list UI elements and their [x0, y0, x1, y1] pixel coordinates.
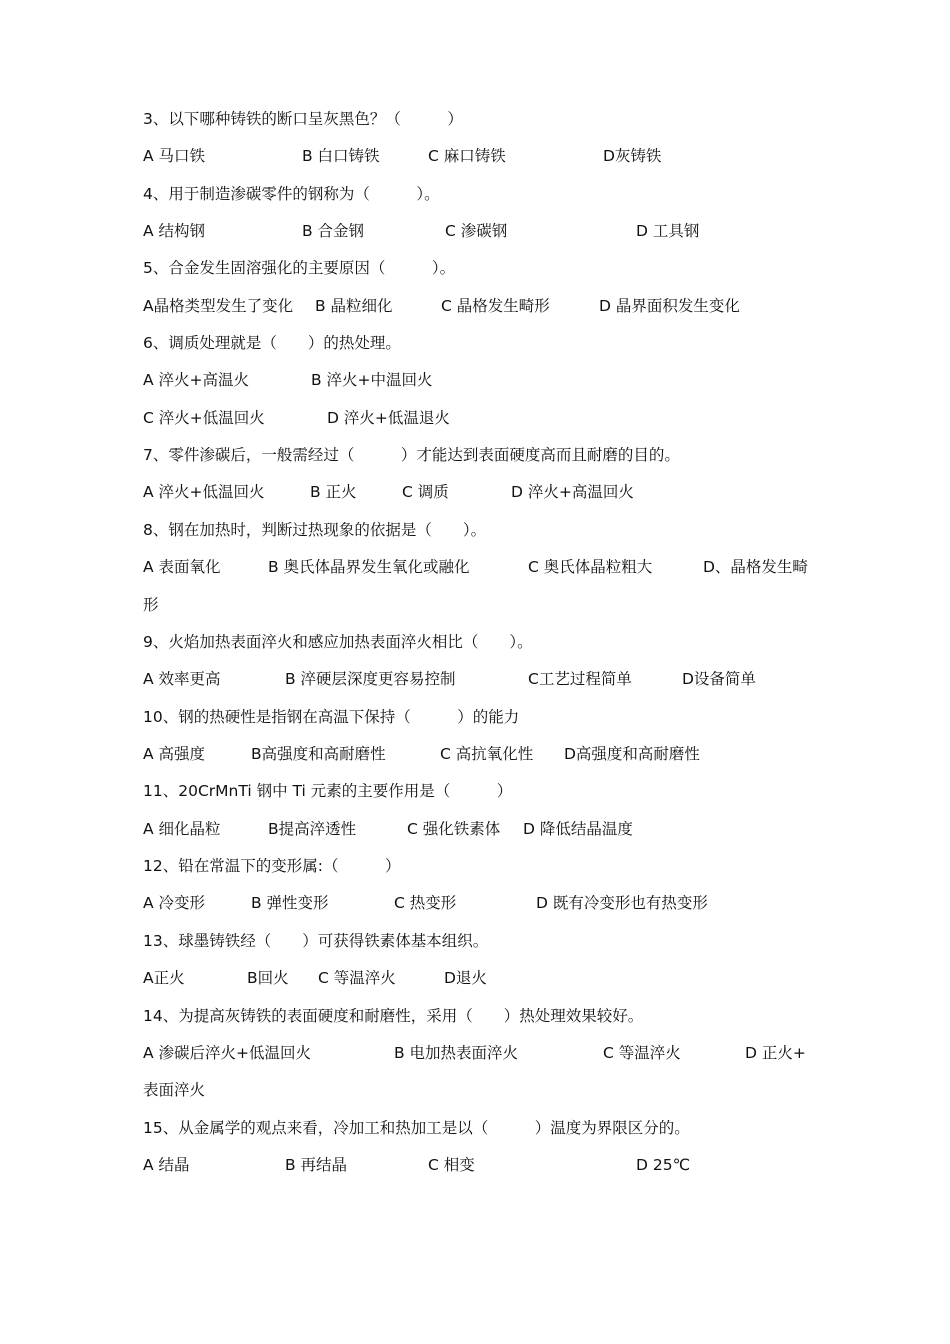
option-b: B高强度和高耐磨性	[251, 745, 386, 763]
option-d: D灰铸铁	[603, 147, 662, 165]
question-4: 4、用于制造渗碳零件的钢称为（ ）。	[143, 185, 440, 203]
options-q4	[143, 219, 700, 243]
options-q6-row1	[143, 368, 433, 392]
option-b: B 弹性变形	[251, 894, 329, 912]
option-a: A 淬火+低温回火	[143, 483, 265, 501]
options-q10	[143, 742, 700, 766]
option-d: D退火	[444, 969, 487, 987]
option-a: A 细化晶粒	[143, 820, 221, 838]
option-d: D高强度和高耐磨性	[564, 745, 700, 763]
options-q8-continuation: 形	[143, 596, 159, 614]
question-14: 14、为提高灰铸铁的表面硬度和耐磨性，采用（ ）热处理效果较好。	[143, 1007, 644, 1025]
option-b: B 白口铸铁	[302, 147, 380, 165]
option-b: B 正火	[310, 483, 357, 501]
option-c: C 奥氏体晶粒粗大	[528, 558, 653, 576]
option-c: C 相变	[428, 1156, 475, 1174]
option-d: D 既有冷变形也有热变形	[536, 894, 708, 912]
question-15: 15、从金属学的观点来看，冷加工和热加工是以（ ）温度为界限区分的。	[143, 1119, 690, 1137]
option-c: C 调质	[402, 483, 449, 501]
option-a: A正火	[143, 969, 185, 987]
option-c: C 等温淬火	[318, 969, 396, 987]
options-q11	[143, 817, 633, 841]
option-a: A 淬火+高温火	[143, 371, 250, 389]
option-b: B 合金钢	[302, 222, 365, 240]
option-c: C 热变形	[394, 894, 457, 912]
option-d: D 25℃	[636, 1156, 690, 1174]
question-10: 10、钢的热硬性是指钢在高温下保持（ ）的能力	[143, 708, 520, 726]
option-b: B 淬硬层深度更容易控制	[285, 670, 456, 688]
question-13: 13、球墨铸铁经（ ）可获得铁素体基本组织。	[143, 932, 489, 950]
options-q7	[143, 480, 634, 504]
option-b: B提高淬透性	[268, 820, 357, 838]
option-d: D 工具钢	[636, 222, 700, 240]
option-b: B回火	[247, 969, 289, 987]
options-q3	[143, 144, 662, 168]
option-d: D 淬火+低温退火	[327, 409, 450, 427]
option-b: B 奥氏体晶界发生氧化或融化	[268, 558, 470, 576]
option-a: A 冷变形	[143, 894, 206, 912]
options-q15	[143, 1153, 690, 1177]
question-11: 11、20CrMnTi 钢中 Ti 元素的主要作用是（ ）	[143, 782, 513, 800]
question-7: 7、零件渗碳后，一般需经过（ ）才能达到表面硬度高而且耐磨的目的。	[143, 446, 680, 464]
question-12: 12、铅在常温下的变形属:（ ）	[143, 857, 401, 875]
option-c: C 强化铁素体	[407, 820, 501, 838]
option-b: B 再结晶	[285, 1156, 348, 1174]
question-6: 6、调质处理就是（ ）的热处理。	[143, 334, 401, 352]
option-b: B 电加热表面淬火	[394, 1044, 519, 1062]
option-a: A 高强度	[143, 745, 206, 763]
options-q9	[143, 667, 756, 691]
option-d: D 正火+	[745, 1044, 806, 1062]
question-8: 8、钢在加热时，判断过热现象的依据是（ ）。	[143, 521, 487, 539]
option-c: C 等温淬火	[603, 1044, 681, 1062]
option-b: B 晶粒细化	[315, 297, 393, 315]
option-a: A 效率更高	[143, 670, 221, 688]
option-a: A 结构钢	[143, 222, 206, 240]
options-q8	[143, 555, 808, 579]
option-c: C 麻口铸铁	[428, 147, 506, 165]
option-d: D 淬火+高温回火	[511, 483, 634, 501]
option-a: A 渗碳后淬火+低温回火	[143, 1044, 312, 1062]
question-5: 5、合金发生固溶强化的主要原因（ ）。	[143, 259, 456, 277]
option-c: C 高抗氧化性	[440, 745, 534, 763]
option-b: B 淬火+中温回火	[311, 371, 433, 389]
option-c: C 晶格发生畸形	[441, 297, 550, 315]
options-q12	[143, 891, 708, 915]
option-a: A晶格类型发生了变化	[143, 297, 294, 315]
options-q6-row2	[143, 406, 450, 430]
option-c: C 渗碳钢	[445, 222, 508, 240]
option-c: C 淬火+低温回火	[143, 409, 265, 427]
option-d: D 降低结晶温度	[523, 820, 633, 838]
question-3: 3、以下哪种铸铁的断口呈灰黑色？（ ）	[143, 110, 463, 128]
options-q14	[143, 1041, 806, 1065]
option-a: A 马口铁	[143, 147, 206, 165]
option-c: C工艺过程简单	[528, 670, 632, 688]
option-a: A 表面氧化	[143, 558, 221, 576]
options-q14-continuation: 表面淬火	[143, 1081, 206, 1099]
options-q5	[143, 294, 740, 318]
option-d: D 晶界面积发生变化	[599, 297, 740, 315]
option-a: A 结晶	[143, 1156, 190, 1174]
options-q13	[143, 966, 487, 990]
option-d: D设备简单	[682, 670, 756, 688]
option-d: D、晶格发生畸	[703, 558, 808, 576]
question-9: 9、火焰加热表面淬火和感应加热表面淬火相比（ ）。	[143, 633, 533, 651]
